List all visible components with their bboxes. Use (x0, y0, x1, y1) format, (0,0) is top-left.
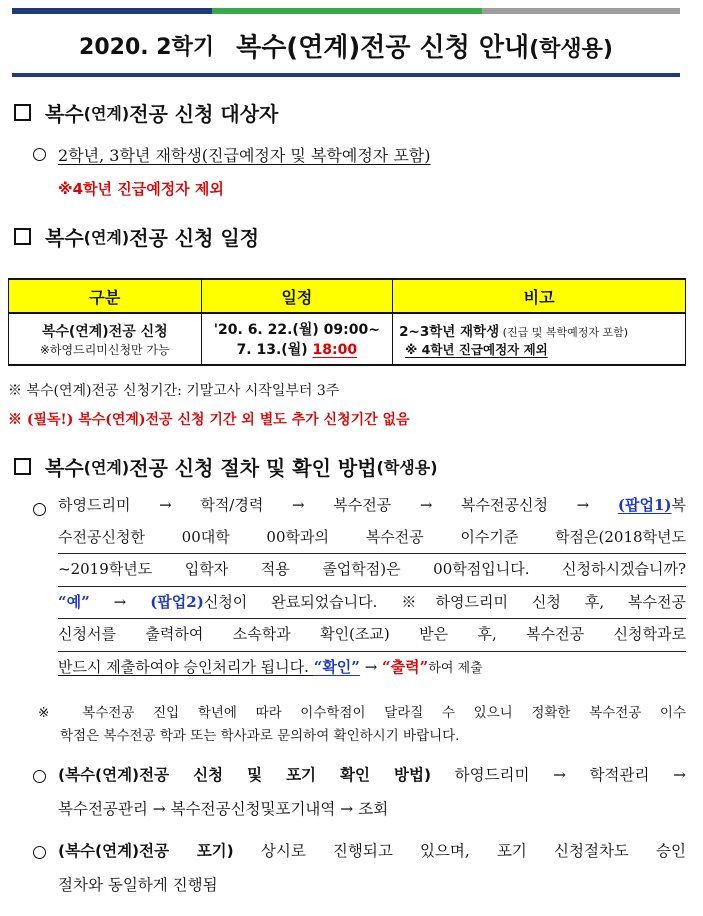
heading-text-b: (연계) (83, 104, 130, 123)
popup2-label: (팝업2) (150, 592, 204, 611)
check-method-row-1 (58, 758, 686, 792)
title-underline (12, 73, 680, 77)
withdraw-item (58, 834, 686, 902)
remarks-line1 (399, 320, 679, 340)
top-color-bar (12, 8, 680, 14)
confirm-label: “확인” (313, 657, 360, 676)
section-heading-schedule (12, 222, 259, 251)
procedure-text: 신청이 완료되었습니다. ※하영드리미 신청 후, 복수전공 (203, 592, 686, 611)
page-title (12, 22, 680, 68)
table-row (9, 313, 686, 365)
check-method-text: 하영드리미 → 학적관리 → (431, 766, 686, 784)
eligibility-item: 2학년, 3학년 재학생(진급예정자 및 복학예정자 포함) (58, 146, 431, 165)
heading-text-d: (학생용) (376, 458, 438, 477)
procedure-note (38, 702, 686, 748)
procedure-row-4 (58, 587, 686, 620)
heading-text-c: 전공 신청 일정 (129, 226, 260, 250)
heading-text-a: 복수 (45, 102, 84, 126)
circle-bullet-icon (33, 503, 46, 516)
table-header-cell: 구분 (9, 279, 202, 313)
procedure-text: 하여 제출 (428, 660, 483, 676)
table-header-row (9, 279, 686, 313)
procedure-row-2: 수전공신청한 00대학 00학과의 복수전공 이수기준 학점은(2018학년도 (58, 522, 686, 555)
title-main: 복수(연계)전공 신청 안내 (236, 32, 530, 63)
procedure-paragraph (58, 490, 686, 683)
procedure-text: 반드시 제출하여야 승인처리가 됩니다. (58, 657, 314, 676)
schedule-note-mandatory: ※ (필독!) 복수(연계)전공 신청 기간 외 별도 추가 신청기간 없음 (8, 412, 410, 428)
withdraw-tag: (복수(연계)전공 포기) (58, 842, 234, 860)
procedure-row-6 (58, 652, 686, 684)
withdraw-row-2: 절차와 동일하게 진행됨 (58, 876, 218, 894)
schedule-date-end: 7. 13.(월) (236, 342, 313, 358)
eligibility-exclusion: ※4학년 진급예정자 제외 (58, 180, 224, 198)
yes-label: “예” (58, 592, 90, 611)
procedure-row-3: ~2019학년도 입학자 적용 졸업학점)은 00학점입니다. 신청하시겠습니까? (58, 554, 686, 587)
table-header-cell: 비고 (393, 279, 686, 313)
check-method-row-2: 복수전공관리 → 복수전공신청및포기내역 → 조회 (58, 800, 389, 818)
title-prefix: 2020. 2학기 (79, 34, 215, 60)
table-cell-category (9, 313, 202, 365)
schedule-time-end: 18:00 (312, 342, 358, 358)
circle-bullet-icon (33, 770, 46, 783)
procedure-text: 복 (671, 496, 686, 514)
checkbox-square-icon (14, 228, 31, 245)
section-heading-eligibility (12, 98, 278, 127)
heading-text-a: 복수 (45, 456, 84, 480)
heading-text-b: (연계) (83, 228, 130, 247)
withdraw-row-1 (58, 834, 686, 868)
top-bar-segment-blue (12, 8, 212, 14)
table-cell-schedule (201, 313, 393, 365)
table-header-cell: 일정 (201, 279, 393, 313)
schedule-line1: '20. 6. 22.(월) 09:00~ (213, 322, 380, 338)
checkbox-square-icon (14, 458, 31, 475)
section-heading-procedure (12, 452, 438, 481)
heading-text-b: (연계) (83, 458, 130, 477)
procedure-row-1 (58, 490, 686, 522)
arrow-text: → (89, 592, 151, 611)
checkbox-square-icon (14, 104, 31, 121)
title-suffix: (학생용) (529, 36, 613, 62)
schedule-line2 (208, 339, 387, 359)
heading-text-a: 복수 (45, 226, 84, 250)
remarks-main: 2~3학년 재학생 (399, 324, 500, 340)
circle-bullet-icon (33, 148, 46, 161)
schedule-note-period: ※ 복수(연계)전공 신청기간: 기말고사 시작일부터 3주 (8, 383, 340, 399)
remarks-line2: ※ 4학년 진급예정자 제외 (405, 342, 548, 357)
circle-bullet-icon (33, 846, 46, 859)
popup1-label: (팝업1) (617, 496, 672, 514)
procedure-row-5: 신청서를 출력하여 소속학과 확인(조교) 받은 후, 복수전공 신청학과로 (58, 619, 686, 652)
arrow-text: → (359, 657, 383, 676)
check-method-item (58, 758, 686, 826)
title-main-group (236, 27, 613, 64)
procedure-text: 하영드리미 → 학적/경력 → 복수전공 → 복수전공신청 → (58, 496, 618, 514)
heading-text-c: 전공 신청 절차 및 확인 방법 (129, 456, 377, 480)
category-line2: ※하영드리미신청만 가능 (39, 342, 170, 357)
schedule-table (8, 278, 686, 366)
print-label: “출력” (382, 657, 429, 676)
top-bar-segment-green (212, 8, 482, 14)
procedure-note-row-1: ※ 복수전공 진입 학년에 따라 이수학점이 달라질 수 있으니 정확한 복수전공 이수 (38, 705, 686, 721)
check-method-tag: (복수(연계)전공 신청 및 포기 확인 방법) (58, 766, 432, 784)
withdraw-text: 상시로 진행되고 있으며, 포기 신청절차도 승인 (233, 842, 686, 860)
remarks-sub: (진급 및 복학예정자 포함) (499, 326, 628, 339)
procedure-note-row-2: 학점은 복수전공 학과 또는 학사과로 문의하여 확인하시기 바랍니다. (60, 728, 460, 744)
top-bar-segment-gray (482, 8, 680, 14)
heading-text-c: 전공 신청 대상자 (129, 102, 279, 126)
table-cell-remarks (393, 313, 686, 365)
category-line1: 복수(연계)전공 신청 (41, 323, 168, 340)
